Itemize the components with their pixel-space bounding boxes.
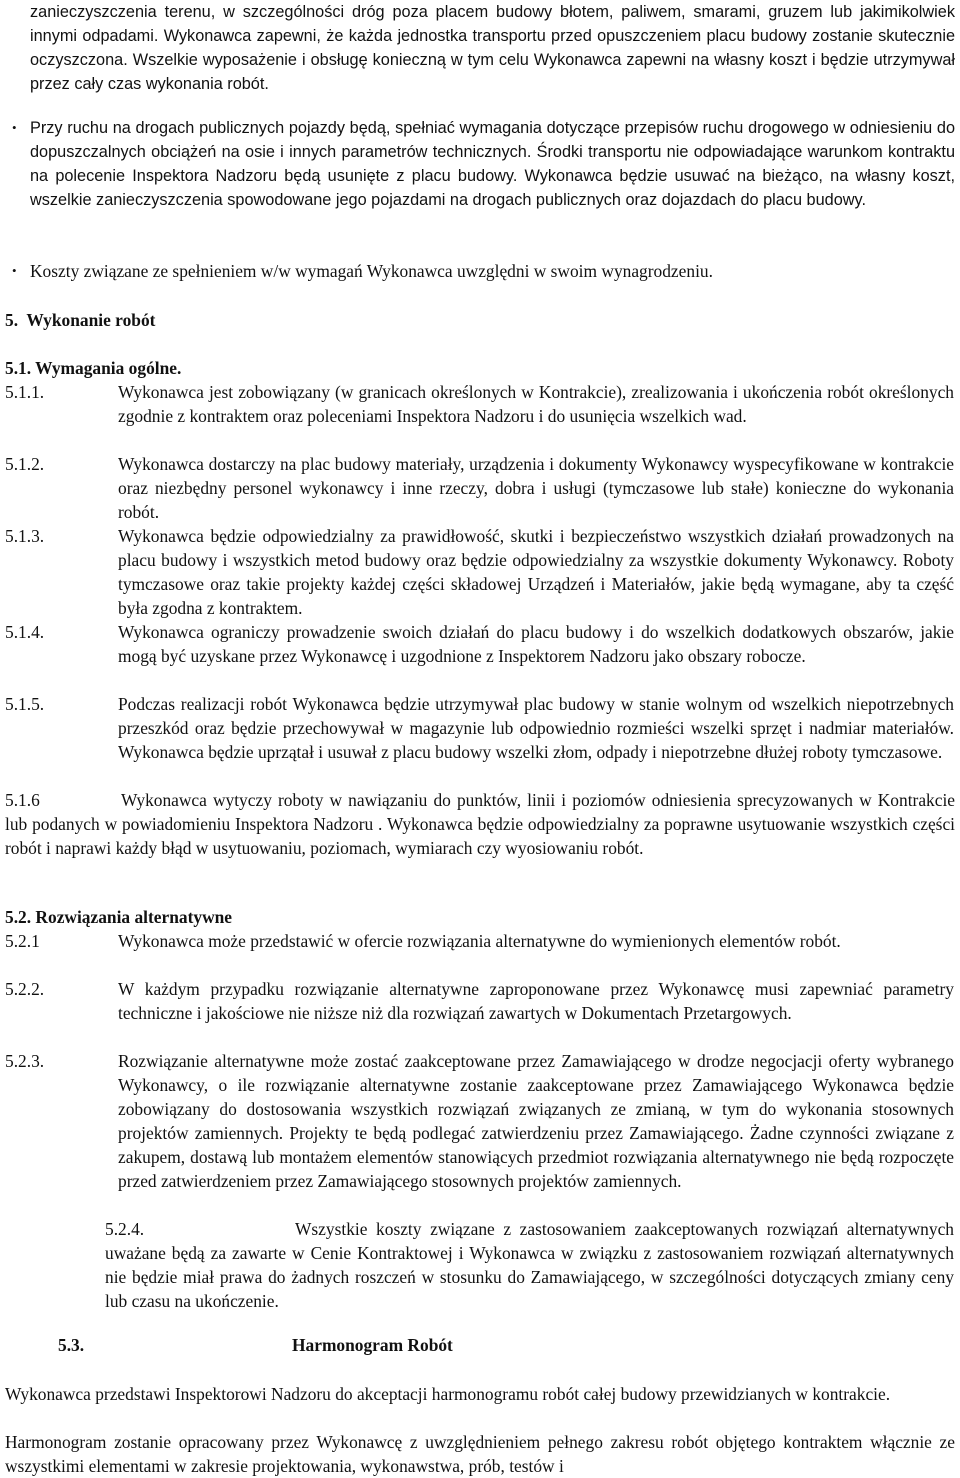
clause-text: Wykonawca jest zobowiązany (w granicach określonych w Kontrakcie), zrealizowania i ukończenia robót określonych zgodnie z kontraktem oraz poleceniami Inspektora Nadzoru i do usunięcia wszelkich wad. bbox=[118, 382, 954, 426]
bullet-item-public-roads: Przy ruchu na drogach publicznych pojazdy będą, spełniać wymagania dotyczące przepisów ruchu drogowego w odniesieniu do dopuszczalnych obciążeń na osie i innych parametrów technicznych. Środki transportu nie odpowiadające warunkom kontraktu na polecenie Inspektora Nadzoru będą usunięte z placu budowy. Wykonawca będzie usuwać na bieżąco, na własny koszt, wszelkie zanieczyszczenia spowodowane jego pojazdami na drogach publicznych oraz dojazdach do placu budowy. bbox=[30, 119, 955, 209]
clause-number: 5.1.1. bbox=[5, 382, 45, 402]
clause-number: 5.1.3. bbox=[5, 526, 45, 546]
clause-text: Wszystkie koszty związane z zastosowaniem zaakceptowanych rozwiązań alternatywnych uważane będą za zawarte w Cenie Kontraktowej i Wykonawca w związku z zastosowaniem rozwiązań alternatywnych nie będzie miał prawa do żadnych roszczeń w stosunku do Zamawiającego, w szczególności dotyczących zmiany ceny lub czasu na ukończenie. bbox=[105, 1219, 954, 1311]
clause-number: 5.1.2. bbox=[5, 454, 45, 474]
bullet-icon: • bbox=[12, 120, 17, 135]
clause-text: Wykonawca dostarczy na plac budowy materiały, urządzenia i dokumenty Wykonawcy wyspecyfikowane w kontrakcie oraz niezbędny personel wykonawcy i inne rzeczy, dobra i usługi (tymczasowe lub stałe) konieczne do wykonania robót. bbox=[118, 454, 954, 522]
clause-5-1-6 bbox=[5, 788, 955, 860]
paragraph-schedule-scope: Harmonogram zostanie opracowany przez Wykonawcę z uwzględnieniem pełnego zakresu robót objętego kontraktem włącznie ze wszystkimi elementami w zakresie projektowania, wykonawstwa, prób, testów i bbox=[5, 1432, 955, 1476]
section-heading-5-1: 5.1. Wymagania ogólne. bbox=[5, 358, 182, 378]
clause-number: 5.2.2. bbox=[5, 979, 45, 999]
clause-text: Podczas realizacji robót Wykonawca będzie utrzymywał plac budowy w stanie wolnym od wszelkich niepotrzebnych przeszkód oraz będzie przechowywał w magazynie lub odpowiednio rozmieści wszelki sprzęt i nadmiar materiałów. Wykonawca będzie uprzątał i usuwał z placu budowy wszelki złom, odpady i niepotrzebne dłużej roboty tymczasowe. bbox=[118, 694, 954, 762]
section-number-5-3: 5.3. bbox=[58, 1335, 85, 1355]
clause-text: W każdym przypadku rozwiązanie alternatywne zaproponowane przez Wykonawcę musi zapewniać parametry techniczne i jakościowe nie niższe niż dla rozwiązań zawartych w Dokumentach Przetargowych. bbox=[118, 979, 954, 1023]
clause-text: Wykonawca będzie odpowiedzialny za prawidłowość, skutki i bezpieczeństwo wszystkich działań prowadzonych na placu budowy i wszystkich metod budowy oraz będzie odpowiedzialny za wszystkie dokumenty Wykonawcy. Roboty tymczasowe oraz takie projekty każdej części składowej Urządzeń i Materiałów, jakie będą wymagane, aby ta część była zgodna z kontraktem. bbox=[118, 526, 954, 618]
paragraph-schedule-approval: Wykonawca przedstawi Inspektorowi Nadzoru do akceptacji harmonogramu robót całej budowy przewidzianych w kontrakcie. bbox=[5, 1384, 891, 1404]
section-heading-5-2: 5.2. Rozwiązania alternatywne bbox=[5, 907, 233, 927]
clause-text: Wykonawca ograniczy prowadzenie swoich działań do placu budowy i do wszelkich dodatkowych obszarów, jakie mogą być uzyskane przez Wykonawcę i uzgodnione z Inspektorem Nadzoru jako obszary robocze. bbox=[118, 622, 954, 666]
clause-number: 5.1.6 bbox=[5, 790, 40, 810]
clause-number: 5.2.1 bbox=[5, 931, 40, 951]
bullet-icon: • bbox=[12, 263, 17, 278]
bullet-item-costs: Koszty związane ze spełnieniem w/w wymagań Wykonawca uwzględni w swoim wynagrodzeniu. bbox=[30, 261, 713, 281]
section-heading-5: 5. Wykonanie robót bbox=[5, 310, 156, 330]
clause-text: Wykonawca wytyczy roboty w nawiązaniu do punktów, linii i poziomów odniesienia sprecyzowanych w Kontrakcie lub podanych w powiadomieniu Inspektora Nadzoru . Wykonawca będzie odpowiedzialny za poprawne usytuowanie wszystkich części robót i naprawi każdy błąd w usytuowaniu, poziomach, wymiarach czy wyosiowaniu robót. bbox=[5, 790, 955, 858]
clause-number: 5.1.4. bbox=[5, 622, 45, 642]
clause-5-2-4 bbox=[105, 1217, 954, 1313]
clause-number: 5.2.3. bbox=[5, 1051, 45, 1071]
section-heading-5-3: Harmonogram Robót bbox=[292, 1335, 453, 1355]
paragraph-transport-cleaning: zanieczyszczenia terenu, w szczególności dróg poza placem budowy błotem, paliwem, smarami, gruzem lub jakimikolwiek innymi odpadami. Wykonawca zapewni, że każda jednostka transportu przed opuszczeniem placu budowy zostanie skutecznie oczyszczona. Wszelkie wyposażenie i obsługę konieczną w tym celu Wykonawca zapewni na własny koszt i będzie utrzymywał przez cały czas wykonania robót. bbox=[30, 3, 955, 93]
clause-number: 5.1.5. bbox=[5, 694, 45, 714]
clause-text: Wykonawca może przedstawić w ofercie rozwiązania alternatywne do wymienionych elementów robót. bbox=[118, 931, 841, 951]
clause-text: Rozwiązanie alternatywne może zostać zaakceptowane przez Zamawiającego w drodze negocjacji oferty wybranego Wykonawcy, o ile rozwiązanie alternatywne zostanie zaakceptowane przez Zamawiającego Wykonawca będzie zobowiązany do dostosowania wszystkich rozwiązań związanych ze zmianą, w tym do wykonania stosownych projektów zamiennych. Projekty te będą podlegać zatwierdzeniu przez Zamawiającego. Żadne czynności związane z zakupem, dostawą lub montażem elementów stanowiących przedmiot rozwiązania alternatywnego nie będą rozpoczęte przed zatwierdzeniem przez Zamawiającego stosownych projektów zamiennych. bbox=[118, 1051, 954, 1191]
clause-number: 5.2.4. bbox=[105, 1219, 145, 1239]
